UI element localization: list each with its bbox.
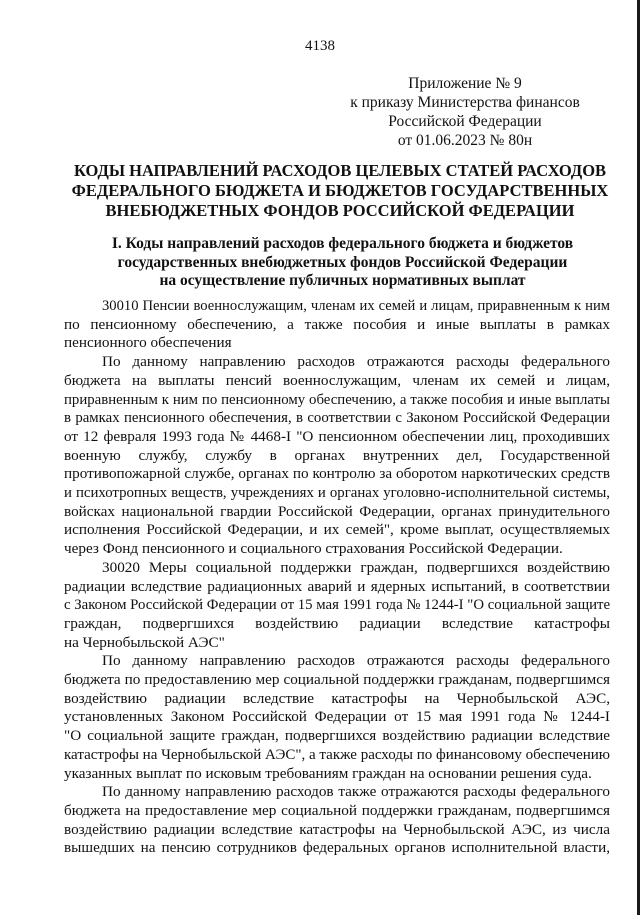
title-line: ФЕДЕРАЛЬНОГО БЮДЖЕТА И БЮДЖЕТОВ ГОСУДАРСТВЕННЫХ bbox=[71, 181, 609, 200]
paragraph-code-30010 bbox=[64, 297, 610, 353]
text-line: воздействию радиации вследствие катастрофы на Чернобыльской АЭС, из числа bbox=[64, 820, 610, 838]
appendix-line: от 01.06.2023 № 80н bbox=[397, 132, 533, 149]
text-line: "О социальной защите граждан, подвергшихся воздействию радиации вследствие bbox=[64, 727, 610, 745]
text-line: и психотропных веществ, учреждениях и органах уголовно-исполнительной системы, bbox=[64, 485, 610, 502]
section-heading bbox=[70, 235, 615, 291]
section-heading-line: на осуществление публичных нормативных выплат bbox=[159, 272, 526, 289]
text-line: военную службу, службу в органах внутренних дел, Государственной bbox=[64, 446, 610, 464]
text-line: вышедших на пенсию сотрудников федеральных органов исполнительной власти, bbox=[64, 839, 610, 857]
text-line: 30010 Пенсии военнослужащим, членам их семей и лицам, приравненным к ним bbox=[102, 298, 610, 314]
appendix-line: к приказу Министерства финансов bbox=[350, 94, 580, 111]
page-number: 4138 bbox=[305, 38, 335, 54]
text-line: приравненным к ним по пенсионному обеспечению, а также пособия и иные выплаты bbox=[64, 391, 610, 408]
text-line: 30020 Меры социальной поддержки граждан, подвергшихся воздействию bbox=[102, 558, 610, 576]
text-line: По данному направлению расходов также отражаются расходы федерального bbox=[102, 783, 610, 801]
document-body bbox=[64, 297, 610, 858]
text-line: катастрофы на Чернобыльской АЭС", а также расходы по финансовому обеспечению bbox=[64, 746, 610, 763]
text-line: пенсионного обеспечения bbox=[64, 334, 232, 352]
text-line: от 12 февраля 1993 года № 4468-I "О пенсионном обеспечении лиц, проходивших bbox=[64, 427, 610, 445]
text-line: бюджета по предоставлению мер социальной поддержки гражданам, подвергшимся bbox=[64, 671, 610, 689]
text-line: с Законом Российской Федерации от 15 мая 1991 года № 1244-I "О социальной защите bbox=[64, 597, 611, 614]
appendix-block bbox=[330, 74, 600, 150]
text-line: в рамках пенсионного обеспечения, в соответствии с Законом Российской Федерации bbox=[64, 410, 610, 427]
text-line: на Чернобыльской АЭС" bbox=[64, 633, 225, 651]
title-line: КОДЫ НАПРАВЛЕНИЙ РАСХОДОВ ЦЕЛЕВЫХ СТАТЕЙ РАСХОДОВ bbox=[73, 161, 607, 180]
text-line: войсках национальной гвардии Российской Федерации, органах принудительного bbox=[64, 502, 610, 520]
text-line: По данному направлению расходов отражаются расходы федерального bbox=[102, 353, 610, 371]
text-line: радиации вследствие радиационных аварий и ядерных испытаний, в соответствии bbox=[64, 577, 610, 595]
section-heading-line: государственных внебюджетных фондов Российской Федерации bbox=[117, 253, 568, 271]
section-heading-line: I. Коды направлений расходов федерального бюджета и бюджетов bbox=[111, 235, 574, 252]
appendix-line: Российской Федерации bbox=[388, 113, 542, 130]
text-line: установленных Законом Российской Федерации от 15 мая 1991 года № 1244-I bbox=[64, 708, 610, 726]
appendix-line: Приложение № 9 bbox=[408, 75, 522, 92]
text-line: исполнения Российской Федерации, и их семей", кроме выплат, осуществляемых bbox=[64, 521, 610, 539]
title-line: ВНЕБЮДЖЕТНЫХ ФОНДОВ РОССИЙСКОЙ ФЕДЕРАЦИИ bbox=[105, 201, 575, 220]
text-line: по пенсионному обеспечению, а также пособия и иные выплаты в рамках bbox=[64, 315, 610, 333]
text-line: бюджета на предоставление мер социальной поддержки гражданам, подвергшимся bbox=[64, 801, 610, 819]
paragraph-30020-additional bbox=[64, 783, 610, 858]
paragraph-30010-description bbox=[64, 353, 610, 559]
text-line: По данному направлению расходов отражаются расходы федерального bbox=[102, 652, 610, 670]
text-line: противопожарной службе, органах по контролю за оборотом наркотических средств bbox=[64, 465, 610, 483]
text-line: воздействию радиации вследствие катастрофы на Чернобыльской АЭС, bbox=[64, 689, 610, 707]
text-line: через Фонд пенсионного и социального страхования Российской Федерации. bbox=[64, 540, 563, 558]
paragraph-code-30020 bbox=[64, 559, 610, 653]
document-title bbox=[60, 161, 620, 221]
text-line: бюджета на выплаты пенсий военнослужащим, членам их семей и лицам, bbox=[64, 371, 610, 389]
text-line: граждан, подвергшихся воздействию радиации вследствие катастрофы bbox=[64, 614, 610, 632]
text-line: указанных выплат по исковым требованиям граждан на основании решения суда. bbox=[64, 764, 592, 782]
paragraph-30020-description bbox=[64, 652, 610, 783]
